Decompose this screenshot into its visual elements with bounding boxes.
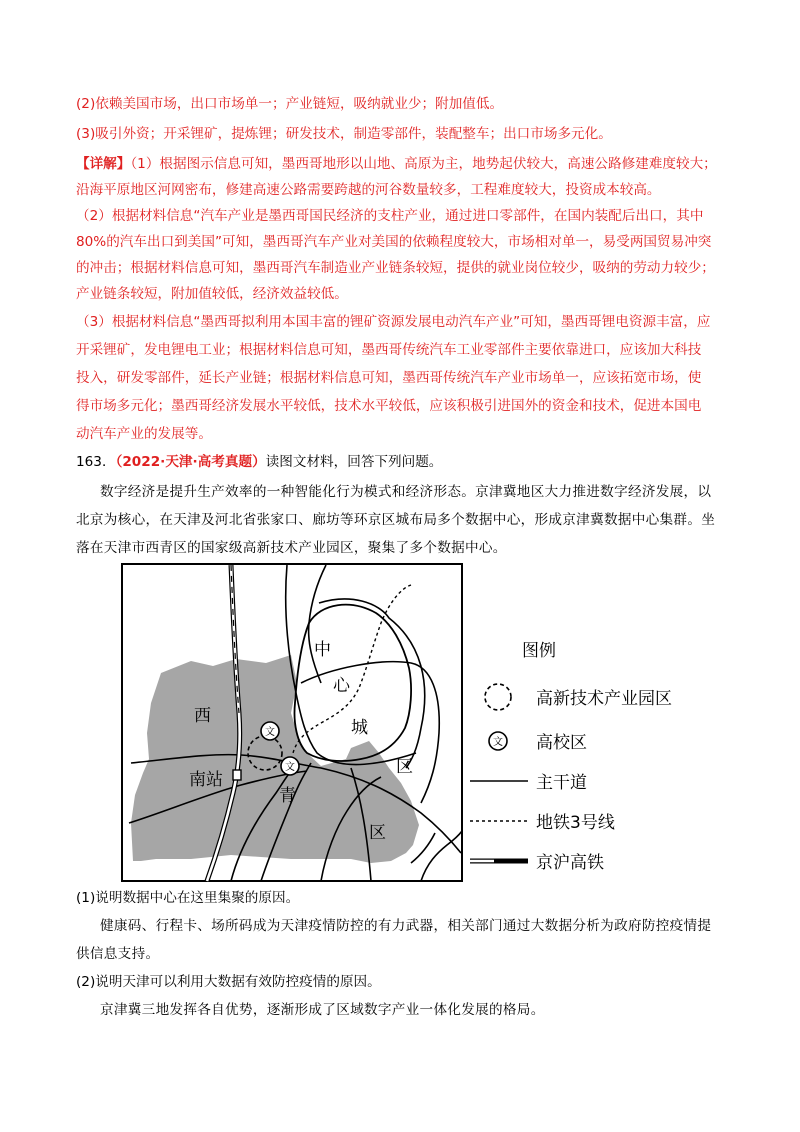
university-icon — [470, 726, 530, 756]
map-legend — [470, 630, 710, 880]
dashed-circle-icon — [470, 682, 530, 712]
detail-p3-line1: （3）根据材料信息“墨西哥拟利用本国丰富的锂矿资源发展电动汽车产业”可知，墨西哥锂电资源丰富，应 — [76, 314, 711, 330]
detail-p1-line2: 沿海平原地区河网密布，修建高速公路需要跨越的河谷数量较多，工程难度较大，投资成本较高。 — [76, 182, 661, 198]
svg-text:文: 文 — [493, 737, 503, 748]
legend-title: 图例 — [522, 641, 556, 661]
university-icon — [261, 722, 279, 740]
map-label-qing: 青 — [279, 786, 296, 806]
legend-item-hitech: 高新技术产业园区 — [470, 682, 710, 712]
legend-item-university: 文 高校区 — [470, 726, 710, 756]
map-label-xi: 西 — [194, 706, 211, 726]
map-label-qu-xiqing: 区 — [369, 823, 386, 843]
map-figure — [121, 563, 463, 882]
detail-p3-line5: 动汽车产业的发展等。 — [76, 426, 212, 442]
material-line1: 数字经济是提升生产效率的一种智能化行为模式和经济形态。京津冀地区大力推进数字经济发展，以 — [100, 484, 712, 500]
question-2: (2)说明天津可以利用大数据有效防控疫情的原因。 — [76, 974, 381, 990]
dashed-line-icon — [470, 806, 530, 836]
detail-p2-line2: 80%的汽车出口到美国”可知，墨西哥汽车产业对美国的依赖程度较大，市场相对单一，易受两国贸易冲突 — [76, 234, 712, 250]
material3: 京津冀三地发挥各自优势，逐渐形成了区域数字产业一体化发展的格局。 — [100, 1002, 545, 1018]
detail-p2-line3: 的冲击；根据材料信息可知，墨西哥汽车制造业产业链条较短，提供的就业岗位较少，吸纳的劳动力较少； — [76, 260, 715, 276]
detail-p3-line4: 得市场多元化；墨西哥经济发展水平较低，技术水平较低，应该积极引进国外的资金和技术，促进本国电 — [76, 398, 702, 414]
answer-2: (2)依赖美国市场，出口市场单一；产业链短，吸纳就业少；附加值低。 — [76, 96, 504, 112]
question-source: （2022·天津·高考真题） — [115, 454, 266, 470]
map-label-cheng: 城 — [351, 718, 368, 738]
question-prompt: 读图文材料，回答下列问题。 — [265, 454, 443, 470]
legend-item-metro: 地铁3号线 — [470, 806, 710, 836]
detail-p2-line1: （2）根据材料信息“汽车产业是墨西哥国民经济的支柱产业，通过进口零部件，在国内装配后出口，其中 — [76, 208, 704, 224]
material-line2: 北京为核心，在天津及河北省张家口、廊坊等环京区城布局多个数据中心，形成京津冀数据中心集群。坐 — [76, 512, 716, 528]
legend-item-main-road: 主干道 — [470, 766, 710, 796]
material-line3: 落在天津市西青区的国家级高新技术产业园区，聚集了多个数据中心。 — [76, 540, 507, 556]
detail-p3-line2: 开采锂矿，发电锂电工业；根据材料信息可知，墨西哥传统汽车工业零部件主要依靠进口，应该加大科技 — [76, 342, 702, 358]
south-station-marker — [233, 770, 241, 780]
question-number: 163． — [76, 454, 116, 470]
svg-text:文: 文 — [285, 762, 295, 773]
svg-text:文: 文 — [265, 727, 275, 738]
detail-p1-line1: 【详解】（1）根据图示信息可知，墨西哥地形以山地、高原为主，地势起伏较大，高速公路修建难度较大； — [76, 156, 717, 172]
solid-line-icon — [470, 766, 530, 796]
detail-p2-line4: 产业链条较短，附加值较低，经济效益较低。 — [76, 286, 348, 302]
legend-item-railway: 京沪高铁 — [470, 846, 710, 876]
university-icon — [281, 757, 299, 775]
map-label-xin: 心 — [333, 676, 350, 696]
railway-icon — [470, 846, 530, 876]
map-label-nanzhan: 南站 — [189, 770, 223, 790]
map-label-qu-central: 区 — [396, 757, 413, 777]
answer-3: (3)吸引外资；开采锂矿，提炼锂；研发技术，制造零部件，装配整车；出口市场多元化。 — [76, 126, 612, 142]
material2-line1: 健康码、行程卡、场所码成为天津疫情防控的有力武器，相关部门通过大数据分析为政府防控疫情提 — [100, 918, 712, 934]
question-header — [76, 452, 724, 472]
detail-p3-line3: 投入，研发零部件，延长产业链；根据材料信息可知，墨西哥传统汽车产业市场单一，应该拓宽市场，使 — [76, 370, 702, 386]
map-label-zhong: 中 — [314, 640, 331, 660]
detail-tag: 【详解】 — [76, 156, 131, 172]
question-1: (1)说明数据中心在这里集聚的原因。 — [76, 890, 300, 906]
material2-line2: 供信息支持。 — [76, 946, 160, 962]
